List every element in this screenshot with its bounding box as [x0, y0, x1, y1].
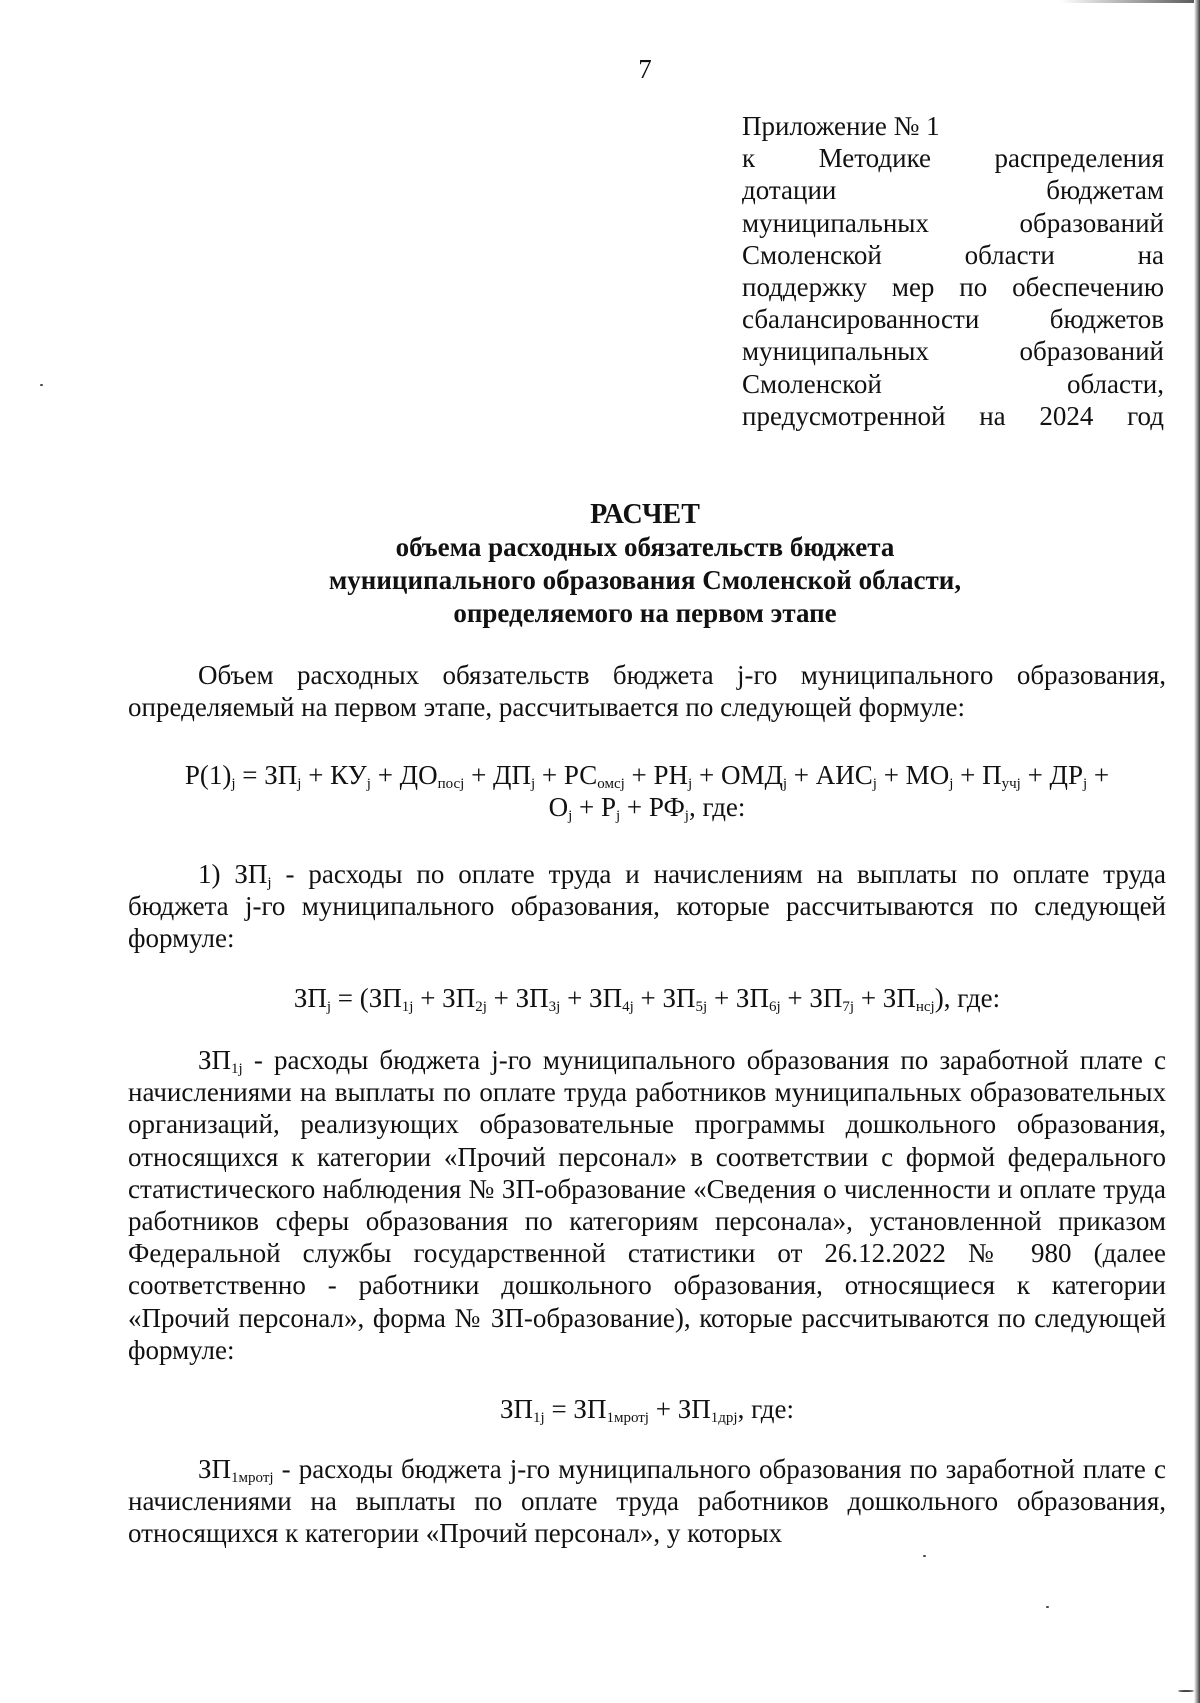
title-line: объема расходных обязательств бюджета [395, 532, 895, 562]
title-line: определяемого на первом этапе [453, 598, 837, 628]
appendix-line: сбалансированности бюджетов [742, 304, 1164, 335]
item1-paragraph [128, 858, 1166, 955]
formula-main-line2: $О_j + Р_j + РФ_j$, где: [548, 792, 746, 825]
def-zp1mrot-text: $ЗП_{1мротj}$ - расходы бюджета j-го муниципального образования по заработной плате с начислениями на выплаты по оплате труда работников дошкольного образования, относящихся к категории «Прочий персонал», у которых [128, 1454, 1166, 1549]
scan-speck [1178, 1690, 1194, 1692]
intro-text: Объем расходных обязательств бюджета j-го муниципального образования, определяемый на первом этапе, рассчитывается по следующей формуле: [128, 660, 1166, 723]
def-zp1-text: $ЗП_{1j}$ - расходы бюджета j-го муниципального образования по заработной плате с начислениями на выплаты по оплате труда работников муниципальных образовательных организаций, реализующих образовательные программы дошкольного образования, относящихся к категории «Прочий персонал» в соответствии с формой федерального статистического наблюдения № ЗП-образование «Сведения о численности и оплате труда работников сферы образования по категориям персонала», установленной приказом Федеральной службы государственной статистики от 26.12.2022 № 980 (далее соответственно - работники дошкольного образования, относящиеся к категории «Прочий персонал», форма № ЗП-образование), которые рассчитываются по следующей формуле: [128, 1045, 1166, 1365]
document-title [125, 498, 1165, 630]
title-main: РАСЧЕТ [590, 499, 700, 530]
appendix-line: Смоленской области, [742, 368, 1164, 399]
appendix-line: предусмотренной на 2024 год [742, 400, 1164, 431]
scan-edge-right [1194, 0, 1200, 1703]
title-line: муниципального образования Смоленской области, [328, 565, 962, 595]
scan-edge-top [1060, 0, 1200, 3]
item1-text: 1) $ЗП_j$ - расходы по оплате труда и начислениям на выплаты по оплате труда бюджета j-го муниципального образования, которые рассчитываются по следующей формуле: [128, 859, 1166, 954]
appendix-block [742, 110, 1164, 432]
scan-speck [923, 1555, 926, 1557]
formula-main [128, 759, 1166, 823]
appendix-line: Смоленской области на [742, 239, 1164, 270]
intro-paragraph [128, 659, 1166, 723]
appendix-line: муниципальных образований [742, 207, 1164, 238]
appendix-line: муниципальных образований [742, 336, 1164, 367]
appendix-line: поддержку мер по обеспечению [742, 272, 1164, 303]
scan-speck [40, 384, 43, 386]
formula-main-line1: $Р(1)_j = ЗП_j + КУ_j + ДО_{посj} + ДП_j + РС_{омсj} + РН_j + ОМД_j + АИС_j + МО_j + П_{учj} + ДР_j$ + [184, 760, 1110, 792]
formula-zp: $ЗП_j = (ЗП_{1j} + ЗП_{2j} + ЗП_{3j} + ЗП_{4j} + ЗП_{5j} + ЗП_{6j} + ЗП_{7j} + ЗП_{нсj})$, где: [293, 983, 1001, 1015]
scan-speck [1046, 1606, 1049, 1608]
def-zp1mrot-paragraph [128, 1453, 1166, 1550]
def-zp1-paragraph [128, 1044, 1166, 1366]
appendix-line: Приложение № 1 [742, 111, 940, 141]
appendix-line: дотации бюджетам [742, 175, 1164, 206]
appendix-line: к Методике распределения [742, 143, 1164, 174]
page-number: 7 [638, 54, 652, 84]
formula-zp1: $ЗП_{1j} = ЗП_{1мротj} + ЗП_{1дрj}$, где: [499, 1394, 795, 1426]
